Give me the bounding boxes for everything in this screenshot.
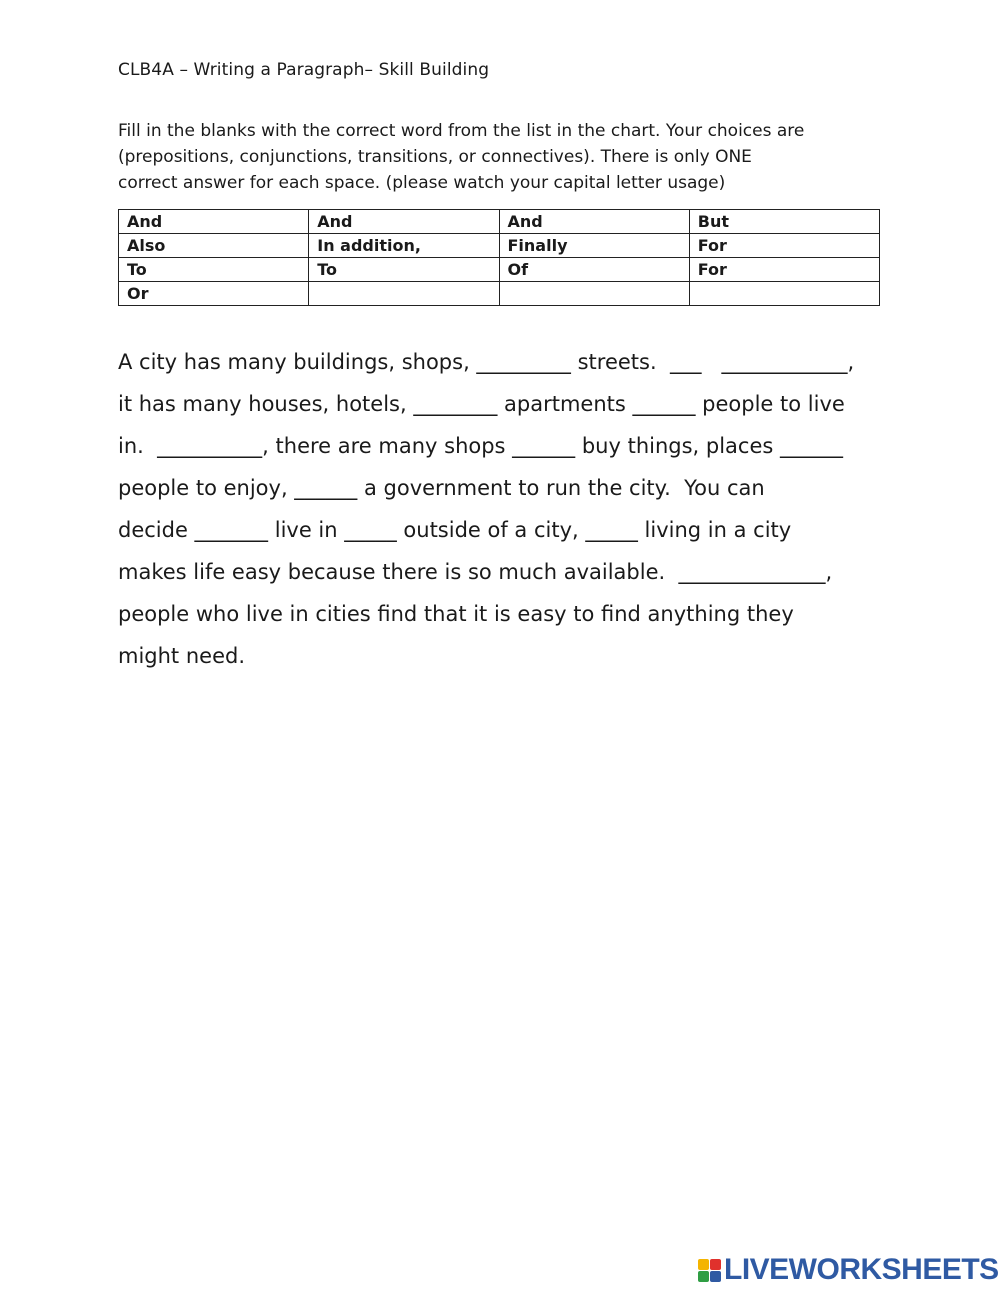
paragraph-line: decide _______ live in _____ outside of a city, _____ living in a city <box>118 518 792 542</box>
paragraph-line: makes life easy because there is so much available. ______________, <box>118 560 833 584</box>
chart-cell: To <box>309 258 499 282</box>
logo-square <box>698 1271 709 1282</box>
paragraph-line: it has many houses, hotels, ________ apartments ______ people to live <box>118 392 845 416</box>
chart-cell: Finally <box>499 234 689 258</box>
chart-cell: For <box>689 234 879 258</box>
instructions: Fill in the blanks with the correct word from the list in the chart. Your choices are (prepositions, conjunctions, transitions, or connectives). There is only ONE correct answer for each space. (please watch your capital letter usage) <box>118 121 805 193</box>
logo-square <box>698 1259 709 1270</box>
logo-square <box>710 1259 721 1270</box>
paragraph-line: in. __________, there are many shops ______ buy things, places ______ <box>118 434 844 458</box>
paragraph-line: A city has many buildings, shops, _________ streets. ___ ____________, <box>118 350 855 374</box>
chart-row <box>119 258 880 282</box>
chart-cell: In addition, <box>309 234 499 258</box>
chart-cell: For <box>689 258 879 282</box>
logo-mark-icon <box>698 1259 721 1282</box>
chart-cell: And <box>119 210 309 234</box>
chart-row <box>119 210 880 234</box>
chart-row <box>119 234 880 258</box>
chart-cell: And <box>309 210 499 234</box>
fill-in-paragraph <box>118 341 908 677</box>
word-chart <box>118 209 880 306</box>
liveworksheets-logo <box>698 1255 999 1285</box>
paragraph-line: might need. <box>118 644 245 668</box>
chart-cell <box>309 282 499 306</box>
chart-cell: Or <box>119 282 309 306</box>
chart-row <box>119 282 880 306</box>
chart-cell: And <box>499 210 689 234</box>
chart-cell: Also <box>119 234 309 258</box>
chart-cell: Of <box>499 258 689 282</box>
page-title: CLB4A – Writing a Paragraph– Skill Building <box>118 60 490 80</box>
paragraph-line: people to enjoy, ______ a government to run the city. You can <box>118 476 765 500</box>
chart-cell <box>689 282 879 306</box>
chart-cell <box>499 282 689 306</box>
chart-cell: But <box>689 210 879 234</box>
chart-cell: To <box>119 258 309 282</box>
logo-text: LIVEWORKSHEETS <box>724 1253 999 1286</box>
logo-square <box>710 1271 721 1282</box>
paragraph-line: people who live in cities find that it is easy to find anything they <box>118 602 794 626</box>
